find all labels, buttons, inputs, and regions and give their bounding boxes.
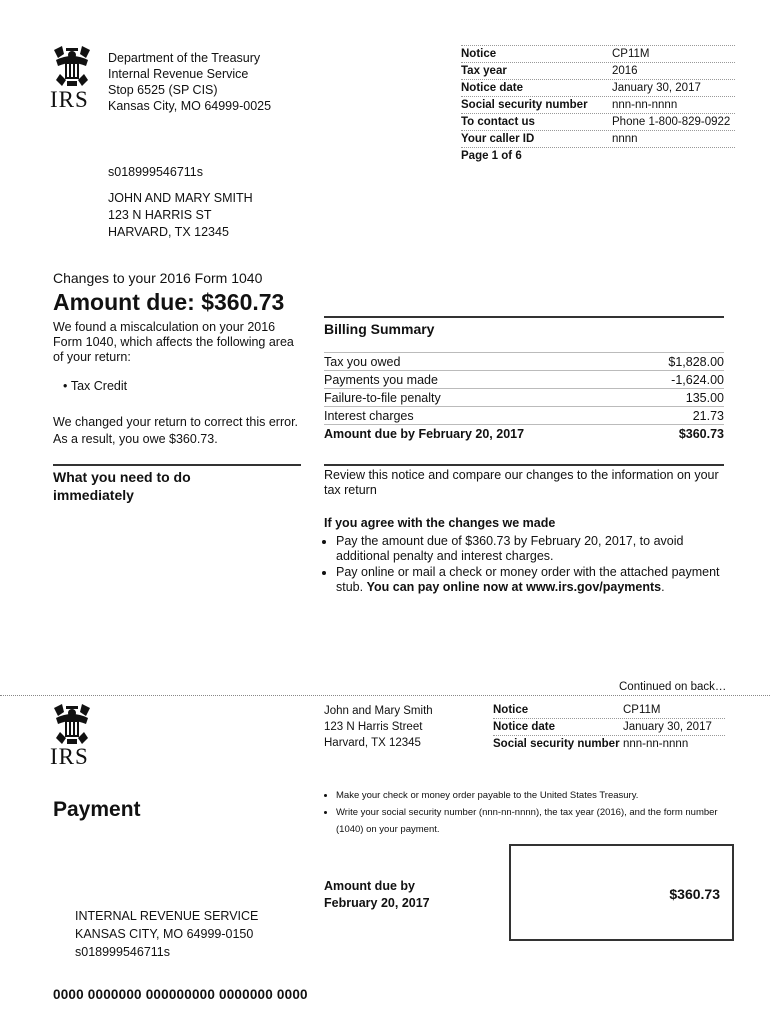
notice-value: Phone 1-800-829-0922: [612, 116, 731, 128]
notice-label: Your caller ID: [461, 133, 535, 145]
billing-summary: [324, 316, 724, 442]
agree-heading: If you agree with the changes we made: [324, 516, 556, 530]
billing-row: [324, 389, 724, 407]
notice-value: nnn-nn-nnnn: [612, 99, 678, 111]
result-line: We changed your return to correct this error.: [53, 415, 299, 429]
notice-row: [461, 45, 735, 63]
stub-info-label: Social security number: [493, 738, 620, 750]
action-item: [336, 565, 724, 595]
stub-amount-due-label: [324, 878, 430, 912]
agency-line: Stop 6525 (SP CIS): [108, 83, 218, 97]
notice-row: [461, 148, 735, 164]
action-rule: [324, 464, 724, 466]
stub-irs-logo-text: IRS: [50, 744, 89, 769]
amount-due-line: Amount due by: [324, 879, 415, 893]
stub-info-label: Notice: [493, 704, 529, 716]
notice-value: January 30, 2017: [612, 82, 701, 94]
action-heading-line: What you need to do: [53, 469, 191, 485]
billing-summary-title: Billing Summary: [324, 316, 724, 337]
result-line: As a result, you owe $360.73.: [53, 432, 218, 446]
notice-label: Tax year: [461, 65, 507, 77]
notice-value: 2016: [612, 65, 638, 77]
stub-amount-value: $360.73: [669, 886, 720, 902]
recipient-block: [108, 164, 253, 241]
billing-row: [324, 407, 724, 425]
billing-label: Tax you owed: [324, 354, 401, 369]
notice-row: [461, 80, 735, 97]
intro-line: Form 1040, which affects the following area: [53, 335, 294, 349]
billing-row: [324, 371, 724, 389]
notice-row: [461, 131, 735, 148]
action-item-text: Pay online or mail a check or money order with the attached payment stub.: [336, 565, 720, 594]
irs-eagle-icon: [50, 702, 94, 746]
changes-title: Changes to your 2016 Form 1040: [53, 270, 263, 286]
scan-line: 0000 0000000 000000000 0000000 0000: [53, 987, 308, 1002]
summary-result: [53, 414, 313, 448]
payment-instructions: [324, 787, 724, 838]
recipient-line: HARVARD, TX 12345: [108, 225, 229, 239]
recipient-id: s018999546711s: [108, 165, 203, 179]
irs-logo-text: IRS: [50, 87, 89, 112]
action-body: [324, 464, 724, 596]
instruction-item: • Write your social security number (nnn-nn-nnnn), the tax year (2016), and the form number (1040) on your payment.: [336, 804, 724, 838]
affected-item-label: Tax Credit: [70, 379, 128, 393]
continued-note: Continued on back…: [619, 681, 727, 693]
stub-info-row: [493, 736, 725, 752]
affected-item: [63, 379, 127, 394]
agency-line: Department of the Treasury: [108, 51, 261, 65]
payment-title: Payment: [53, 798, 141, 821]
billing-value: 21.73: [692, 408, 724, 423]
amount-due-title: Amount due: $360.73: [53, 289, 285, 315]
stub-info-row: [493, 702, 725, 719]
notice-label: To contact us: [461, 116, 535, 128]
agency-line: Internal Revenue Service: [108, 67, 249, 81]
amount-enclosed-box[interactable]: [509, 844, 734, 941]
notice-label: Notice: [461, 48, 497, 60]
notice-label: Notice date: [461, 82, 523, 94]
stub-info-value: January 30, 2017: [623, 721, 712, 733]
action-item: • Pay the amount due of $360.73 by February 20, 2017, to avoid additional penalty and interest charges.: [336, 534, 724, 564]
billing-row: [324, 353, 724, 371]
recipient-line: 123 N HARRIS ST: [108, 208, 212, 222]
agency-line: Kansas City, MO 64999-0025: [108, 99, 272, 113]
notice-value: nnnn: [612, 133, 638, 145]
stub-info-value: nnn-nn-nnnn: [623, 738, 689, 750]
action-item-suffix: .: [661, 580, 665, 594]
action-heading: [53, 464, 301, 504]
pay-online-link[interactable]: You can pay online now at www.irs.gov/payments: [366, 580, 662, 594]
instruction-list: [324, 787, 724, 838]
billing-label: Payments you made: [324, 372, 438, 387]
irs-address-line: s018999546711s: [75, 945, 170, 959]
irs-address-line: INTERNAL REVENUE SERVICE: [75, 909, 259, 923]
irs-mailing-address: [75, 907, 258, 961]
notice-row: [461, 97, 735, 114]
intro-line: We found a miscalculation on your 2016: [53, 320, 276, 334]
billing-total-label: Amount due by February 20, 2017: [324, 426, 525, 441]
payer-line: Harvard, TX 12345: [324, 737, 421, 749]
notice-info-table: [461, 45, 735, 164]
billing-label: Interest charges: [324, 408, 414, 423]
irs-logo: [50, 44, 94, 93]
notice-label: Social security number: [461, 99, 588, 111]
irs-eagle-icon: [50, 44, 94, 88]
billing-value: 135.00: [685, 390, 724, 405]
payer-line: John and Mary Smith: [324, 705, 433, 717]
irs-address-line: KANSAS CITY, MO 64999-0150: [75, 927, 254, 941]
page-number: Page 1 of 6: [461, 150, 522, 162]
billing-total-row: [324, 425, 724, 442]
stub-info-row: [493, 719, 725, 736]
notice-row: [461, 63, 735, 80]
tear-line: [0, 695, 770, 696]
summary-intro: [53, 320, 308, 365]
stub-info-label: Notice date: [493, 721, 555, 733]
stub-info-value: CP11M: [623, 704, 661, 716]
amount-due-line: February 20, 2017: [324, 896, 430, 910]
stub-info-table: [493, 702, 725, 752]
review-text: Review this notice and compare our changes to the information on your tax return: [324, 468, 719, 497]
notice-value: CP11M: [612, 48, 650, 60]
stub-payer: [324, 703, 433, 751]
billing-value: $1,828.00: [668, 354, 724, 369]
notice-row: [461, 114, 735, 131]
billing-value: -1,624.00: [671, 372, 724, 387]
intro-line: of your return:: [53, 350, 131, 364]
payer-line: 123 N Harris Street: [324, 721, 423, 733]
action-heading-line: immediately: [53, 487, 134, 503]
bullet-icon: •: [63, 379, 71, 393]
billing-total-value: $360.73: [678, 426, 724, 441]
action-list: [324, 534, 724, 595]
agency-address: [108, 50, 271, 114]
recipient-line: JOHN AND MARY SMITH: [108, 191, 253, 205]
billing-label: Failure-to-file penalty: [324, 390, 441, 405]
instruction-item: • Make your check or money order payable to the United States Treasury.: [336, 787, 724, 804]
